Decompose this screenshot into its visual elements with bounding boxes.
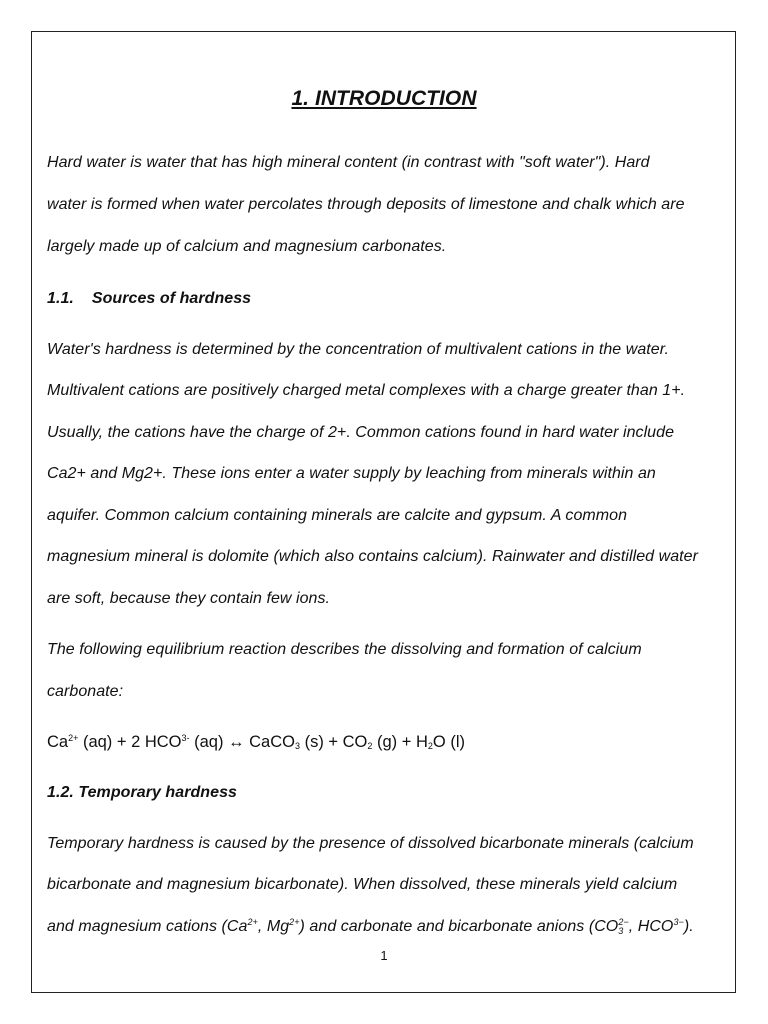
paragraph-line: Ca2+ and Mg2+. These ions enter a water supply by leaching from minerals within an — [47, 465, 656, 482]
paragraph-line: magnesium mineral is dolomite (which also contains calcium). Rainwater and distilled water — [47, 548, 698, 565]
paragraph-line: Usually, the cations have the charge of 2+. Common cations found in hard water include — [47, 424, 675, 441]
intro-line: Hard water is water that has high mineral content (in contrast with "soft water"). Hard — [47, 154, 650, 171]
chemical-equation: $Ca^{2+}$ (aq) + 2 $HCO^{3-}$ (aq) ↔ CaCO$_3$ $(s) + CO_2$ $(g) + H_2O$ (l) — [47, 733, 465, 751]
paragraph-line: carbonate: — [47, 683, 124, 700]
section-title: Sources of hardness — [91, 290, 252, 307]
section-1-2-heading: 1.2. Temporary hardness — [47, 784, 237, 801]
paragraph-line: and magnesium cations ($Ca^{2+}$, $Mg^{2+}$) and carbonate and bicarbonate anions ($CO_3^{2-}$, $HCO^{3-}$). — [47, 917, 694, 936]
page-title: 1. INTRODUCTION — [291, 87, 477, 110]
paragraph-line: The following equilibrium reaction describes the dissolving and formation of calcium — [47, 641, 642, 658]
intro-line: water is formed when water percolates through deposits of limestone and chalk which are — [47, 196, 685, 213]
section-number: 1.1. — [47, 290, 74, 307]
paragraph-line: Temporary hardness is caused by the presence of dissolved bicarbonate minerals (calcium — [47, 835, 694, 852]
paragraph-line: Water's hardness is determined by the concentration of multivalent cations in the water. — [47, 341, 669, 358]
paragraph-line: Multivalent cations are positively charged metal complexes with a charge greater than 1+. — [47, 382, 686, 399]
section-1-1-heading — [47, 290, 251, 308]
paragraph-line: are soft, because they contain few ions. — [47, 590, 331, 607]
paragraph-line: bicarbonate and magnesium bicarbonate). When dissolved, these minerals yield calcium — [47, 876, 678, 893]
intro-line: largely made up of calcium and magnesium carbonates. — [47, 238, 447, 255]
page-number: 1 — [380, 948, 388, 963]
paragraph-line: aquifer. Common calcium containing minerals are calcite and gypsum. A common — [47, 507, 628, 524]
